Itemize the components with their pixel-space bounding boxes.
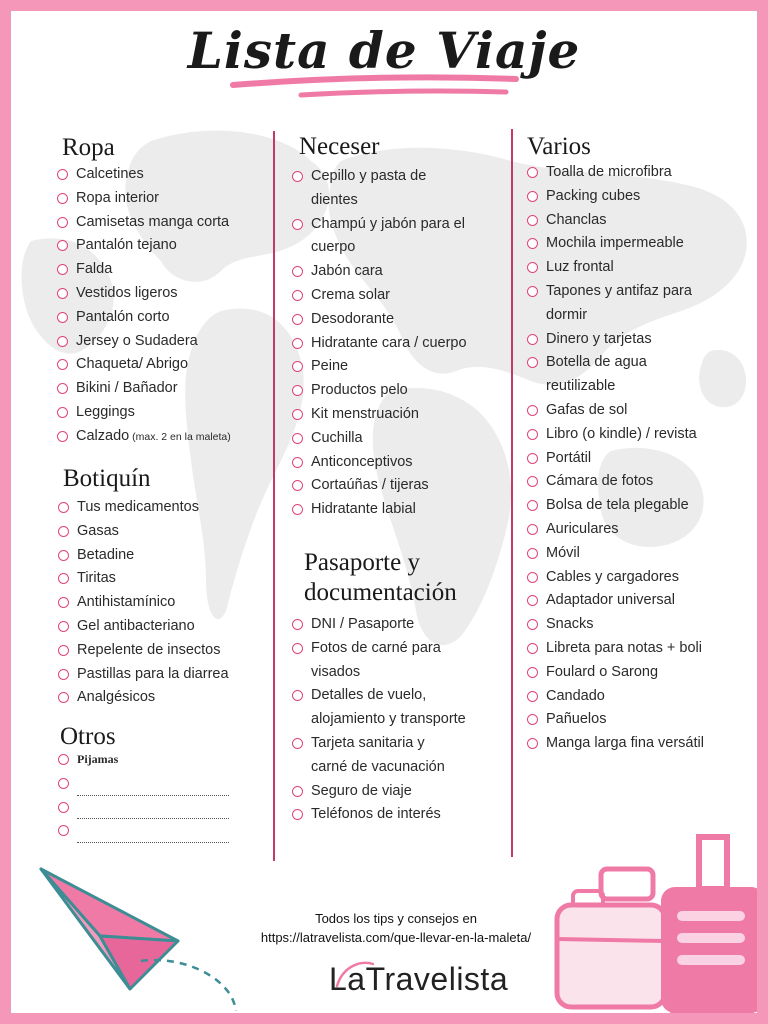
checklist-item-label: Camisetas manga corta [76,213,230,230]
checkbox-circle-icon[interactable] [527,191,538,202]
checkbox-circle-icon[interactable] [292,738,303,749]
checklist-item-label: Fotos de carné para [311,639,441,656]
checklist-item-label: Dinero y tarjetas [546,330,652,347]
varios-item[interactable] [527,685,752,709]
blank-write-in-line[interactable] [77,830,229,843]
checklist-item-label: Detalles de vuelo, [311,687,427,704]
checkbox-circle-icon[interactable] [527,334,538,345]
neceser-item[interactable] [292,260,502,284]
checkbox-circle-icon[interactable] [58,597,69,608]
blank-write-in-line[interactable] [77,806,229,819]
footer-tips-text [201,909,591,947]
checkbox-circle-icon[interactable] [58,802,69,813]
checklist-item-label: Anticonceptivos [311,453,413,470]
varios-item[interactable] [527,470,752,494]
checklist-item-label: Jersey o Sudadera [76,332,198,349]
checklist-item-label: Tus medicamentos [77,499,199,515]
checklist-item-label: Pastillas para la diarrea [77,665,229,682]
checklist-item-label: Cuchilla [311,429,363,446]
neceser-item[interactable] [292,474,502,498]
checklist-item-label: alojamiento y transporte [311,711,466,728]
section-title-pasaporte [304,548,457,608]
otros-list [58,748,273,843]
checkbox-circle-icon[interactable] [527,405,538,416]
checklist-item-label: Hidratante labial [311,501,416,518]
checklist-item-label: Desodorante [311,310,395,327]
section-title-pasaporte-line2: documentación [304,579,457,606]
ropa-item[interactable] [57,258,272,282]
neceser-list [292,165,502,522]
checkbox-circle-icon[interactable] [527,548,538,559]
checkbox-circle-icon[interactable] [527,286,538,297]
checklist-item-label: Cepillo y pasta de [311,168,427,184]
otros-blank-item[interactable] [58,772,273,796]
botiquin-item[interactable] [58,686,273,710]
varios-item[interactable] [527,161,752,185]
checklist-item-label: Chanclas [546,211,607,228]
checkbox-circle-icon[interactable] [58,778,69,789]
checklist-item-label: Cables y cargadores [546,568,679,585]
checklist-item-label: visados [311,663,361,680]
varios-item[interactable] [527,661,752,685]
ropa-item[interactable] [57,282,272,306]
footer-line-1: Todos los tips y consejos en [315,911,477,926]
varios-item[interactable] [527,185,752,209]
checklist-item-label: Kit menstruación [311,405,419,422]
varios-item[interactable] [527,708,752,732]
checkbox-circle-icon[interactable] [527,500,538,511]
footer-link[interactable]: https://latravelista.com/que-llevar-en-la-maleta/ [260,930,532,945]
blank-write-in-line[interactable] [77,783,229,796]
section-title-varios: Varios [527,133,591,160]
checkbox-circle-icon[interactable] [57,336,68,347]
checklist-item-label: Bolsa de tela plegable [546,497,689,514]
checkbox-circle-icon[interactable] [57,193,68,204]
botiquin-item[interactable] [58,567,273,591]
checklist-item-label: Gasas [77,522,119,539]
checkbox-circle-icon[interactable] [292,338,303,349]
checkbox-circle-icon[interactable] [292,480,303,491]
varios-item[interactable] [527,613,752,637]
checklist-item-label: Bikini / Bañador [76,380,178,397]
varios-item[interactable] [527,209,752,233]
checklist-item-label: carné de vacunación [311,758,445,775]
varios-item[interactable] [527,637,752,661]
checkbox-circle-icon[interactable] [527,572,538,583]
checkbox-circle-icon[interactable] [527,453,538,464]
checklist-item-label: Cámara de fotos [546,473,654,490]
checkbox-circle-icon[interactable] [527,643,538,654]
ropa-item[interactable] [57,330,272,354]
neceser-item[interactable] [292,213,502,261]
section-title-pasaporte-line1: Pasaporte y [304,549,420,576]
checklist-item-label: Gafas de sol [546,401,628,418]
checkbox-circle-icon[interactable] [527,714,538,725]
ropa-item[interactable] [57,353,272,377]
varios-item[interactable] [527,732,752,756]
checkbox-circle-icon[interactable] [57,264,68,275]
checkbox-circle-icon[interactable] [57,407,68,418]
varios-item[interactable] [527,256,752,280]
ropa-item[interactable] [57,234,272,258]
checklist-item-label: Analgésicos [77,689,156,706]
checklist-item-label: Tiritas [77,570,116,587]
suitcase-icon [551,829,757,1013]
checklist-item-label: Toalla de microfibra [546,164,672,180]
page-title: Lista de Viaje [187,21,581,80]
checkbox-circle-icon[interactable] [292,219,303,230]
checkbox-circle-icon[interactable] [58,692,69,703]
checkbox-circle-icon[interactable] [57,312,68,323]
botiquin-item[interactable] [58,663,273,687]
varios-item[interactable] [527,566,752,590]
checkbox-circle-icon[interactable] [527,238,538,249]
section-title-botiquin: Botiquín [63,465,151,492]
checkbox-circle-icon[interactable] [527,262,538,273]
checklist-item-label: Productos pelo [311,382,408,399]
ropa-item[interactable] [57,163,272,187]
checklist-item-label: Crema solar [311,286,390,303]
checklist-item-label: Ropa interior [76,189,160,206]
ropa-list [57,163,272,450]
checklist-item-label: Foulard o Sarong [546,663,659,680]
checklist-item-label: reutilizable [546,378,616,395]
checklist-item-label: Chaqueta/ Abrigo [76,356,189,373]
checklist-item-label: Mochila impermeable [546,235,684,252]
varios-item[interactable] [527,423,752,447]
varios-item[interactable] [527,232,752,256]
checklist-item-label: DNI / Pasaporte [311,616,415,632]
varios-item[interactable] [527,351,752,399]
checkbox-circle-icon[interactable] [527,215,538,226]
checkbox-circle-icon[interactable] [58,645,69,656]
varios-item[interactable] [527,542,752,566]
ropa-item[interactable] [57,187,272,211]
checklist-item-label: Botella de agua [546,354,647,371]
checkbox-circle-icon[interactable] [527,167,538,178]
checklist-item-label: Leggings [76,403,135,420]
section-title-neceser: Neceser [299,133,380,160]
otros-blank-item[interactable] [58,796,273,820]
varios-item[interactable] [527,494,752,518]
checklist-item-label: Calcetines [76,166,144,182]
checklist-item-label: Betadine [77,546,135,563]
checkbox-circle-icon[interactable] [292,619,303,630]
checkbox-circle-icon[interactable] [292,457,303,468]
otros-item[interactable] [58,748,273,772]
checklist-item-label: dientes [311,191,358,208]
checkbox-circle-icon[interactable] [58,573,69,584]
checklist-sheet [11,11,757,1013]
pasaporte-item[interactable] [292,613,507,637]
checklist-item-label: Libreta para notas + boli [546,639,702,656]
checklist-item-label: Peine [311,358,349,375]
checkbox-circle-icon[interactable] [58,621,69,632]
brand-swoosh [333,956,393,1011]
neceser-item[interactable] [292,498,502,522]
checkbox-circle-icon[interactable] [58,550,69,561]
checkbox-circle-icon[interactable] [58,526,69,537]
checklist-item-label: Snacks [546,616,594,633]
otros-item-label: Pijamas [77,752,119,766]
section-title-otros: Otros [60,723,116,750]
checkbox-circle-icon[interactable] [527,429,538,440]
checklist-item-label: Calzado [76,427,130,444]
checkbox-circle-icon[interactable] [527,595,538,606]
checklist-item-label: Antihistamínico [77,594,176,611]
checklist-item-label: Champú y jabón para el [311,215,465,232]
botiquin-item[interactable] [58,544,273,568]
botiquin-item[interactable] [58,639,273,663]
neceser-item[interactable] [292,165,502,213]
neceser-item[interactable] [292,451,502,475]
checklist-item-label: Manga larga fina versátil [546,735,704,752]
checklist-item-label: Cortaúñas / tijeras [311,477,429,494]
checkbox-circle-icon[interactable] [292,385,303,396]
pasaporte-item[interactable] [292,732,507,780]
ropa-item[interactable] [57,401,272,425]
neceser-item[interactable] [292,403,502,427]
neceser-item[interactable] [292,284,502,308]
checkbox-circle-icon[interactable] [57,217,68,228]
neceser-item[interactable] [292,379,502,403]
checklist-item-label: Repelente de insectos [77,641,221,658]
checkbox-circle-icon[interactable] [292,809,303,820]
checklist-item-label: Hidratante cara / cuerpo [311,334,467,351]
varios-item[interactable] [527,589,752,613]
checkbox-circle-icon[interactable] [527,524,538,535]
checklist-item-label: dormir [546,306,588,323]
checkbox-circle-icon[interactable] [527,476,538,487]
checkbox-circle-icon[interactable] [57,240,68,251]
checklist-item-label: Vestidos ligeros [76,284,178,301]
checklist-item-label: Jabón cara [311,263,383,280]
section-title-ropa: Ropa [62,134,115,161]
checklist-item-label: Pañuelos [546,711,607,728]
checklist-item-label: Tapones y antifaz para [546,282,692,299]
pasaporte-item[interactable] [292,637,507,685]
brand-logo: LaTravelista [329,961,509,997]
checklist-item-label: Teléfonos de interés [311,806,441,823]
checklist-item-label: Libro (o kindle) / revista [546,425,697,442]
checkbox-circle-icon[interactable] [292,290,303,301]
checkbox-circle-icon[interactable] [57,383,68,394]
checkbox-circle-icon[interactable] [58,669,69,680]
checkbox-circle-icon[interactable] [527,738,538,749]
botiquin-item[interactable] [58,520,273,544]
checkbox-circle-icon[interactable] [58,754,69,765]
ropa-item[interactable] [57,425,272,450]
checklist-item-label: Portátil [546,449,592,466]
neceser-item[interactable] [292,308,502,332]
checklist-item-label: cuerpo [311,239,356,256]
varios-list [527,161,752,756]
checkbox-circle-icon[interactable] [58,502,69,513]
checklist-item-label: Packing cubes [546,187,641,204]
checklist-item-label: Auriculares [546,520,619,537]
checkbox-circle-icon[interactable] [292,266,303,277]
checkbox-circle-icon[interactable] [292,171,303,182]
pasaporte-item[interactable] [292,803,507,827]
checkbox-circle-icon[interactable] [292,643,303,654]
checkbox-circle-icon[interactable] [58,825,69,836]
checklist-item-label: Tarjeta sanitaria y [311,734,425,751]
varios-item[interactable] [527,518,752,542]
checklist-item-label: Candado [546,687,605,704]
varios-item[interactable] [527,280,752,328]
pasaporte-item[interactable] [292,780,507,804]
botiquin-item[interactable] [58,615,273,639]
checklist-item-label: Adaptador universal [546,592,675,609]
botiquin-item[interactable] [58,591,273,615]
checkbox-circle-icon[interactable] [527,691,538,702]
checklist-item-label: Falda [76,261,113,278]
checklist-item-label: Pantalón tejano [76,237,177,254]
checklist-item-label: Gel antibacteriano [77,617,195,634]
checkbox-circle-icon[interactable] [292,690,303,701]
checkbox-circle-icon[interactable] [292,433,303,444]
checklist-item-label: Móvil [546,544,580,561]
ropa-item[interactable] [57,211,272,235]
checkbox-circle-icon[interactable] [57,431,68,442]
neceser-item[interactable] [292,332,502,356]
botiquin-item[interactable] [58,496,273,520]
checkbox-circle-icon[interactable] [292,409,303,420]
ropa-item[interactable] [57,306,272,330]
pasaporte-list [292,613,507,827]
checkbox-circle-icon[interactable] [527,619,538,630]
checklist-item-label: Seguro de viaje [311,782,412,799]
column-divider-right [511,129,513,857]
varios-item[interactable] [527,447,752,471]
varios-item[interactable] [527,399,752,423]
checkbox-circle-icon[interactable] [527,667,538,678]
pasaporte-item[interactable] [292,684,507,732]
checkbox-circle-icon[interactable] [527,357,538,368]
neceser-item[interactable] [292,427,502,451]
checkbox-circle-icon[interactable] [292,786,303,797]
column-divider-left [273,131,275,861]
checkbox-circle-icon[interactable] [57,288,68,299]
neceser-item[interactable] [292,355,502,379]
checklist-item-label: Pantalón corto [76,308,170,325]
calzado-note: (max. 2 en la maleta) [129,430,231,443]
otros-blank-item[interactable] [58,819,273,843]
title-underline-brush [11,11,757,121]
checkbox-circle-icon[interactable] [292,314,303,325]
checklist-item-label: Luz frontal [546,259,614,276]
checkbox-circle-icon[interactable] [292,504,303,515]
checkbox-circle-icon[interactable] [292,361,303,372]
varios-item[interactable] [527,328,752,352]
checkbox-circle-icon[interactable] [57,169,68,180]
checkbox-circle-icon[interactable] [57,359,68,370]
botiquin-list [58,496,273,710]
ropa-item[interactable] [57,377,272,401]
